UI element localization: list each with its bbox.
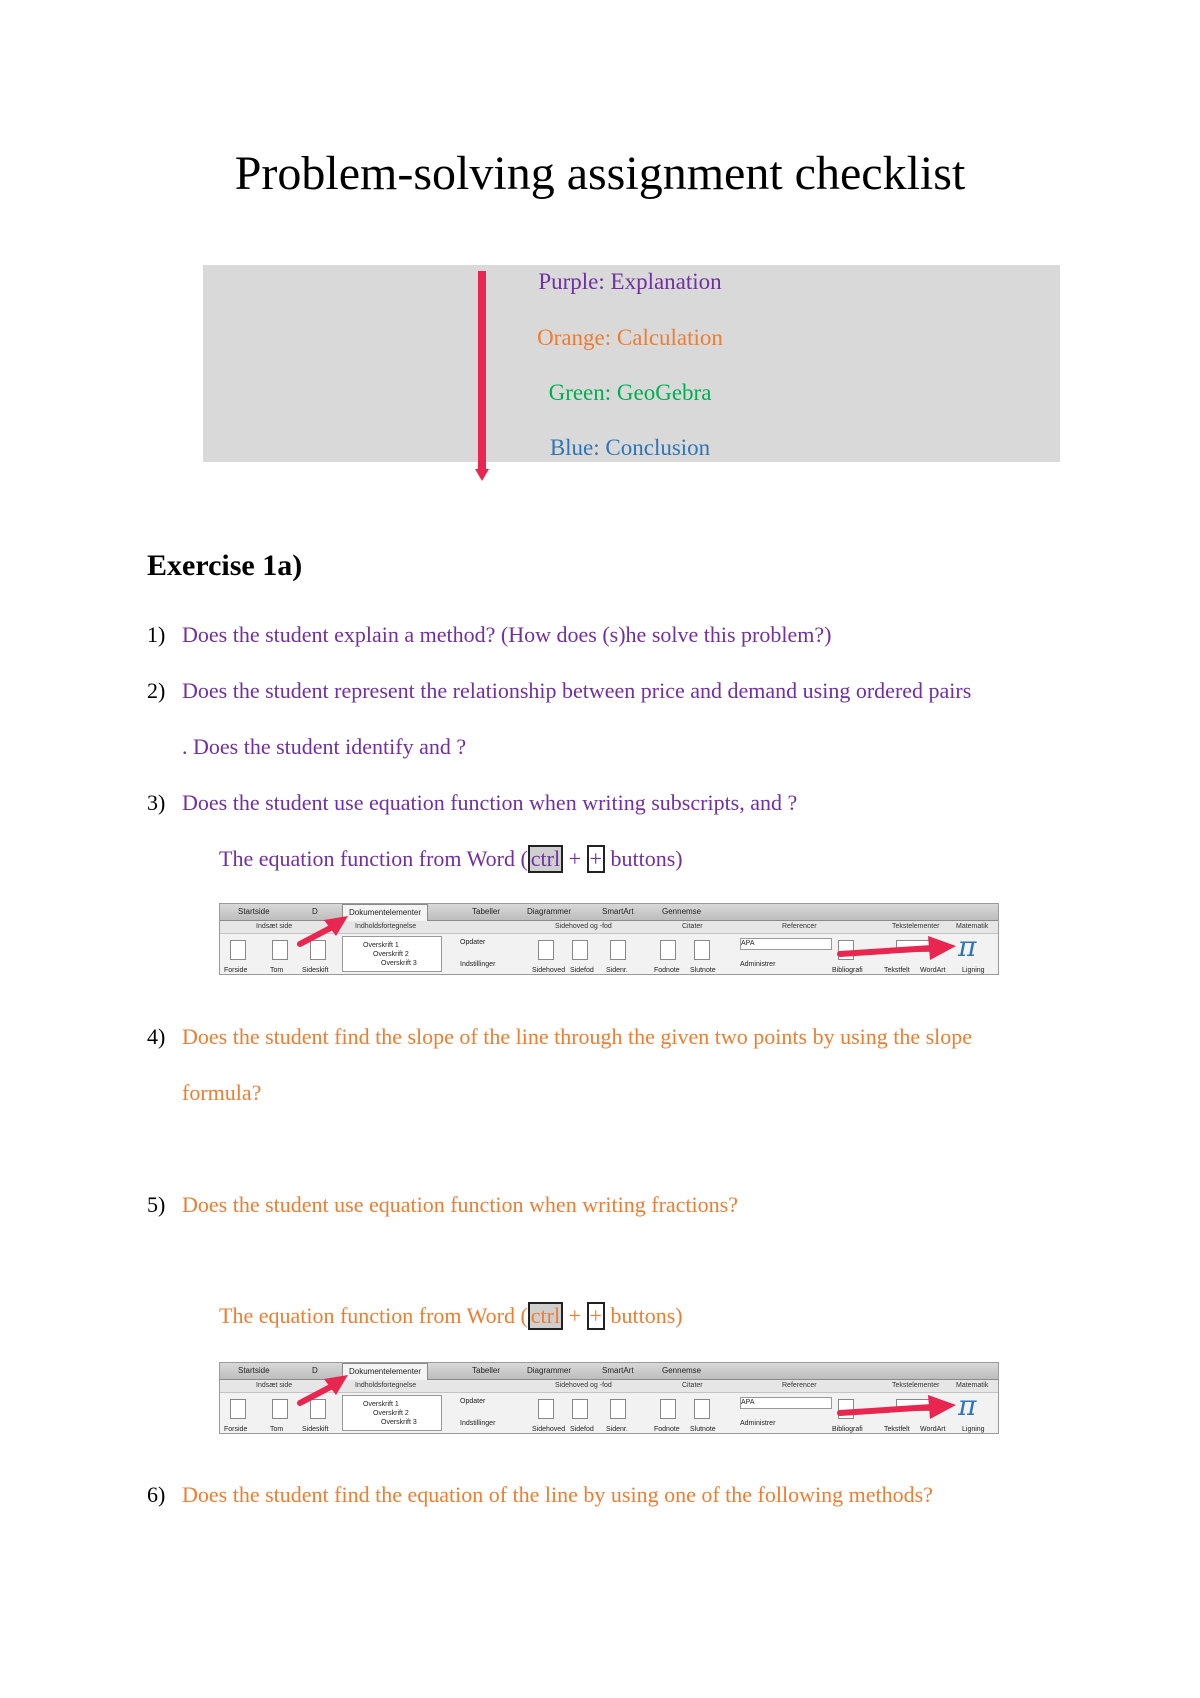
ribbon-label: Tekstfelt [884,1426,910,1433]
ribbon-tab: Dokumentelementer [342,904,428,921]
toc-line: Overskrift 2 [373,1410,409,1417]
ribbon-label: Bibliografi [832,967,863,974]
page-title: Problem-solving assignment checklist [234,147,966,200]
ribbon-group: Indsæt side [256,1382,293,1389]
ribbon-label: Fodnote [654,1426,680,1433]
ribbon-label: Slutnote [690,1426,716,1433]
ribbon-group: Citater [682,1382,703,1389]
question-text: Does the student use equation function when writing fractions? [182,1192,738,1217]
ribbon-label: Sidehoved [532,1426,566,1433]
ribbon-group: Tekstelementer [892,1382,940,1389]
question-2-continuation: . Does the student identify and ? [182,734,467,759]
toc-line: Overskrift 2 [373,951,409,958]
ribbon-label: Ligning [962,967,985,974]
ribbon-group: Tekstelementer [892,923,940,930]
ribbon-label: Bibliografi [832,1426,863,1433]
question-number: 4) [147,1024,166,1049]
question-number: 6) [147,1482,166,1507]
ribbon-tab: Diagrammer [527,1366,572,1375]
question-number: 1) [147,622,166,647]
ribbon-group: Matematik [956,923,989,930]
ribbon-tab: Diagrammer [527,907,572,916]
ribbon-group: Indholdsfortegnelse [355,923,417,930]
ribbon-tab: D [312,907,318,916]
ribbon-group: Referencer [782,923,817,930]
ribbon-tab: Dokumentelementer [342,1363,428,1380]
ribbon-tab: Gennemse [662,1366,702,1375]
question-text: Does the student represent the relationship between price and demand using ordered pairs [182,678,972,703]
question-number: 5) [147,1192,166,1217]
plus-key: + [587,845,605,873]
ribbon-label: Sidehoved [532,967,566,974]
ribbon-label: Sidefod [570,1426,594,1433]
equation-hint-1: The equation function from Word ( ctrl + + buttons) [219,846,683,871]
legend-green: Green: GeoGebra [548,380,712,405]
question-number: 2) [147,678,166,703]
ribbon-tab: Gennemse [662,907,702,916]
settings-button: Indstillinger [460,1420,496,1427]
ribbon-label: Sideskift [302,1426,329,1433]
manage-sources-button: Administrer [740,961,776,968]
ribbon-label: WordArt [920,967,946,974]
ribbon-label: Tom [270,967,284,974]
update-button: Opdater [460,1398,486,1405]
ribbon-group: Indsæt side [256,923,293,930]
ribbon-tab: SmartArt [602,1366,634,1375]
question-number: 3) [147,790,166,815]
ribbon-tab: Startside [238,1366,270,1375]
plus-key: + [587,1302,605,1330]
ribbon-label: Sidenr. [606,967,628,974]
ribbon-label: Forside [224,1426,248,1433]
ribbon-label: Sideskift [302,967,329,974]
equation-hint-2: The equation function from Word ( ctrl + + buttons) [219,1303,683,1328]
ctrl-key: ctrl [528,1302,563,1330]
ribbon-tab: D [312,1366,318,1375]
ribbon-label: Tekstfelt [884,967,910,974]
question-text: Does the student use equation function when writing subscripts, and ? [182,790,798,815]
ribbon-group: Sidehoved og -fod [555,923,612,930]
settings-button: Indstillinger [460,961,496,968]
ribbon-label: Forside [224,967,248,974]
citation-style-select: APA [740,938,832,950]
ribbon-group: Sidehoved og -fod [555,1382,612,1389]
ribbon-tab: Startside [238,907,270,916]
toc-line: Overskrift 3 [381,1419,417,1426]
word-ribbon-screenshot-1 [219,903,999,975]
update-button: Opdater [460,939,486,946]
toc-line: Overskrift 1 [363,1401,399,1408]
ribbon-label: Fodnote [654,967,680,974]
pi-icon: π [958,1389,977,1422]
exercise-heading: Exercise 1a) [147,549,303,582]
toc-line: Overskrift 1 [363,942,399,949]
ribbon-label: Ligning [962,1426,985,1433]
ribbon-group: Matematik [956,1382,989,1389]
legend-blue: Blue: Conclusion [549,435,711,460]
ribbon-label: Sidefod [570,967,594,974]
question-text: Does the student find the slope of the line through the given two points by using the slope [182,1024,973,1049]
ribbon-label: Tom [270,1426,284,1433]
question-text: Does the student find the equation of the line by using one of the following methods? [182,1482,933,1507]
toc-line: Overskrift 3 [381,960,417,967]
word-ribbon-screenshot-2 [219,1362,999,1434]
citation-style-select: APA [740,1397,832,1409]
ribbon-label: Slutnote [690,967,716,974]
legend-purple: Purple: Explanation [538,269,722,294]
ribbon-label: WordArt [920,1426,946,1433]
ribbon-group: Referencer [782,1382,817,1389]
legend-orange: Orange: Calculation [537,325,723,350]
annotation-arrows [220,1363,1000,1435]
annotation-arrows [220,904,1000,976]
ribbon-label: Sidenr. [606,1426,628,1433]
ribbon-tab: Tabeller [472,907,501,916]
ribbon-group: Indholdsfortegnelse [355,1382,417,1389]
ctrl-key: ctrl [528,845,563,873]
ribbon-tab: Tabeller [472,1366,501,1375]
question-4-continuation: formula? [182,1080,262,1105]
manage-sources-button: Administrer [740,1420,776,1427]
ribbon-group: Citater [682,923,703,930]
pi-icon: π [958,930,977,963]
ribbon-tab: SmartArt [602,907,634,916]
question-text: Does the student explain a method? (How does (s)he solve this problem?) [182,622,832,647]
